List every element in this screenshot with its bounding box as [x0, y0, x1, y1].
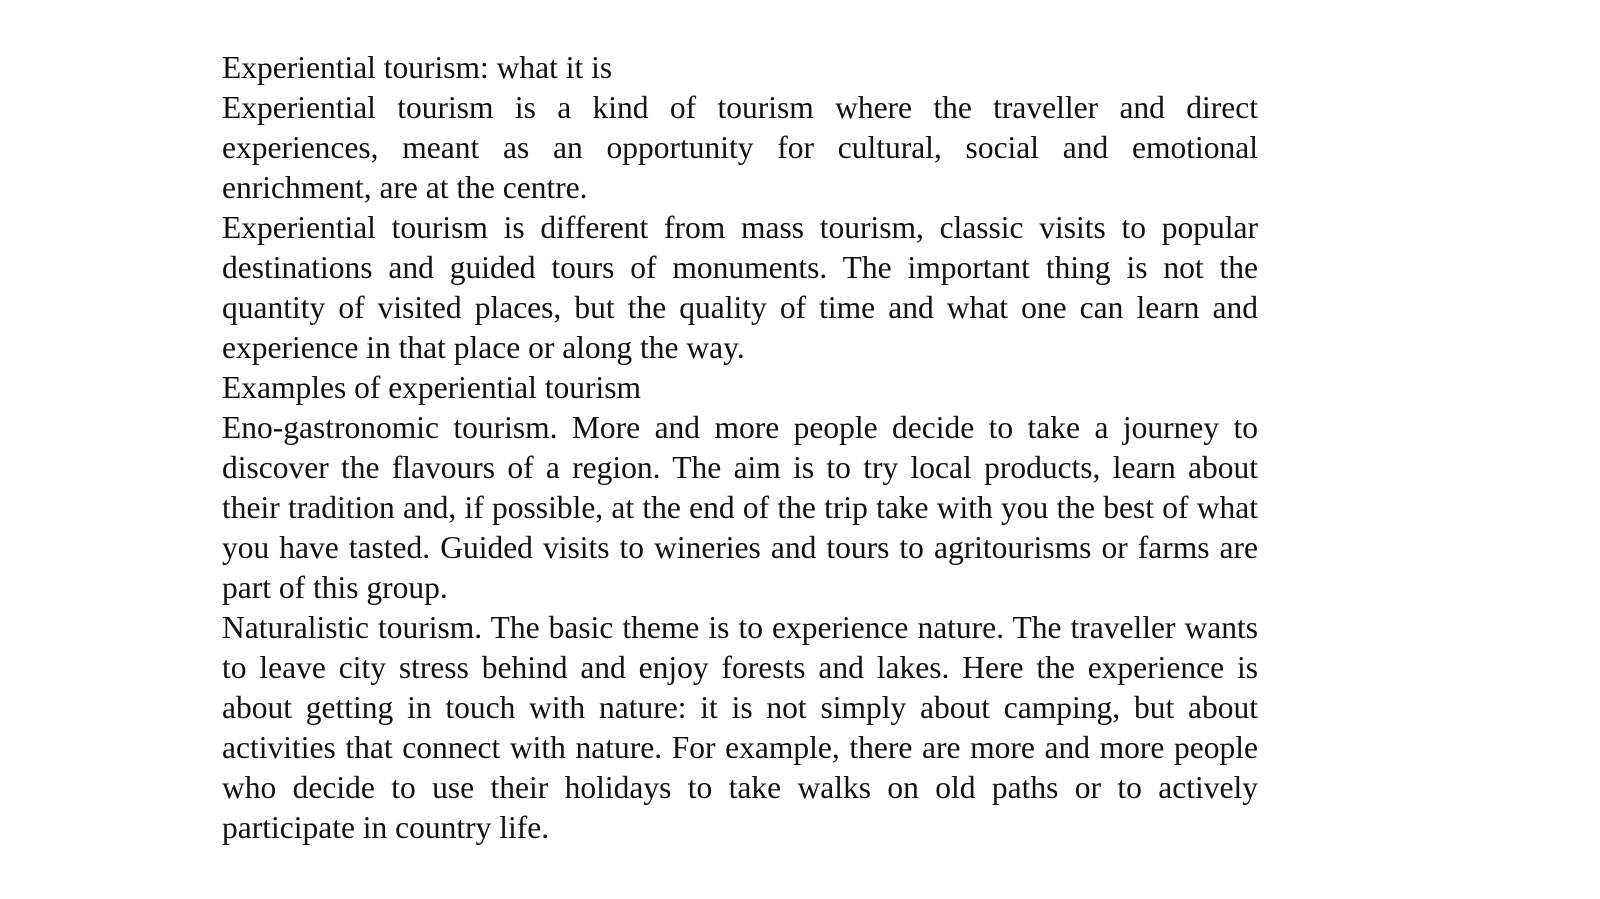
- heading-what-it-is: Experiential tourism: what it is: [222, 50, 613, 85]
- paragraph-comparison: Experiential tourism is different from mass tourism, classic visits to popular destinations and guided tours of monuments. The important thing is not the quantity of visited places, but the quality of time and what one can learn and experience in that place or along the way.: [222, 210, 1258, 365]
- heading-examples: Examples of experiential tourism: [222, 370, 642, 405]
- document-body: [222, 48, 1258, 848]
- paragraph-eno-gastronomic: Eno-gastronomic tourism. More and more people decide to take a journey to discover the flavours of a region. The aim is to try local products, learn about their tradition and, if possible, at the end of the trip take with you the best of what you have tasted. Guided visits to wineries and tours to agritourisms or farms are part of this group.: [222, 410, 1258, 605]
- paragraph-naturalistic: Naturalistic tourism. The basic theme is to experience nature. The traveller wants to leave city stress behind and enjoy forests and lakes. Here the experience is about getting in touch with nature: it is not simply about camping, but about activities that connect with nature. For example, there are more and more people who decide to use their holidays to take walks on old paths or to actively participate in country life.: [222, 610, 1258, 845]
- paragraph-definition: Experiential tourism is a kind of tourism where the traveller and direct experiences, meant as an opportunity for cultural, social and emotional enrichment, are at the centre.: [222, 90, 1258, 205]
